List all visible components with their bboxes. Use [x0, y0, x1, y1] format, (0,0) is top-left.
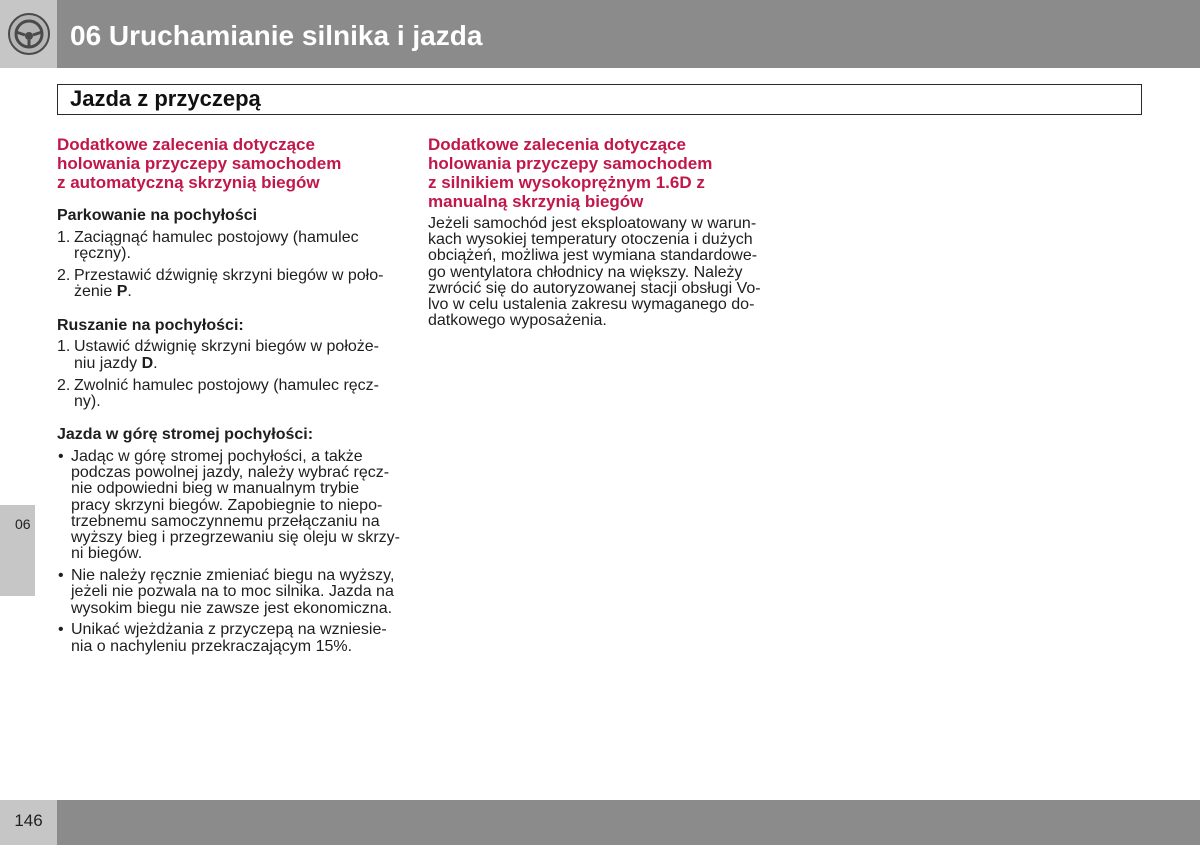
step-line: ręczny). — [74, 245, 131, 263]
bullet-line: Nie należy ręcznie zmieniać biegu na wyższy, — [71, 567, 395, 585]
bullet-line: jeżeli nie pozwala na to moc silnika. Jazda na — [71, 583, 394, 601]
uphill-bullet — [57, 622, 402, 654]
paragraph-line: obciążeń, możliwa jest wymiana standardowe- — [428, 247, 758, 265]
section-title-box — [57, 84, 1142, 115]
heading-line: manualną skrzynią biegów — [428, 192, 644, 211]
paragraph-line: datkowego wyposażenia. — [428, 312, 607, 330]
parking-step — [57, 268, 402, 300]
parking-step — [57, 230, 402, 262]
step-text: . — [153, 354, 158, 372]
step-line — [74, 284, 402, 300]
steering-wheel-icon — [7, 12, 51, 56]
heading-line: z silnikiem wysokoprężnym 1.6D z — [428, 173, 705, 192]
parking-subheading: Parkowanie na pochyłości — [57, 207, 258, 224]
step-number: 1. — [57, 338, 71, 356]
bullet-marker: • — [58, 621, 64, 639]
bullet-line: pracy skrzyni biegów. Zapobiegnie to niepo- — [71, 496, 383, 514]
chapter-side-tab — [0, 505, 35, 596]
bullet-line: trzebnemu samoczynnemu przełączaniu na — [71, 512, 380, 530]
heading-line: Dodatkowe zalecenia dotyczące — [57, 135, 315, 154]
bullet-line: Unikać wjeżdżania z przyczepą na wzniesie- — [71, 621, 387, 639]
step-number: 2. — [57, 266, 71, 284]
step-line: Przestawić dźwignię skrzyni biegów w poło- — [74, 266, 384, 284]
starting-step — [57, 378, 402, 410]
bullet-line: nie odpowiedni bieg w manualnym trybie — [71, 480, 360, 498]
chapter-tab-label: 06 — [15, 516, 31, 532]
section-title: Jazda z przyczepą — [70, 86, 261, 111]
paragraph-line: go wentylatora chłodnicy na większy. Należy — [428, 263, 743, 281]
uphill-subheading: Jazda w górę stromej pochyłości: — [57, 426, 314, 444]
gear-position-label: D — [141, 354, 154, 372]
bullet-marker: • — [58, 567, 64, 585]
step-number: 1. — [57, 228, 71, 246]
paragraph-line: Jeżeli samochód jest eksploatowany w warun- — [428, 215, 757, 232]
chapter-header-bar — [0, 0, 1200, 68]
heading-line: holowania przyczepy samochodem — [57, 154, 342, 173]
automatic-gearbox-heading — [57, 135, 402, 192]
diesel-manual-gearbox-heading — [428, 135, 773, 211]
step-line: Ustawić dźwignię skrzyni biegów w położe- — [74, 338, 380, 356]
step-line: Zwolnić hamulec postojowy (hamulec ręcz- — [74, 376, 379, 394]
right-column — [428, 135, 773, 329]
page-number: 146 — [14, 811, 43, 830]
bullet-line: wysokim biegu nie zawsze jest ekonomiczna. — [71, 599, 393, 617]
step-line: ny). — [74, 392, 101, 410]
step-text: . — [127, 283, 132, 301]
gear-position-label: P — [116, 283, 128, 301]
bullet-marker: • — [58, 448, 64, 466]
cooling-fan-paragraph — [428, 216, 773, 329]
bullet-line: Jadąc w górę stromej pochyłości, a także — [71, 448, 363, 466]
uphill-bullet — [57, 568, 402, 617]
page-number-box — [0, 800, 57, 845]
chapter-title: 06 Uruchamianie silnika i jazda — [70, 20, 483, 51]
page-footer-bar — [0, 800, 1200, 845]
bullet-line: podczas powolnej jazdy, należy wybrać ręcz- — [71, 464, 390, 482]
logo-box — [0, 0, 57, 68]
paragraph-line: kach wysokiej temperatury otoczenia i dużych — [428, 231, 753, 249]
step-text: żenie — [74, 283, 117, 301]
starting-subheading: Ruszanie na pochyłości: — [57, 316, 244, 334]
heading-line: holowania przyczepy samochodem — [428, 154, 713, 173]
paragraph-line: lvo w celu ustalenia zakresu wymaganego do- — [428, 296, 755, 314]
uphill-bullet — [57, 449, 402, 562]
starting-step — [57, 339, 402, 371]
step-line — [74, 356, 402, 372]
heading-line: Dodatkowe zalecenia dotyczące — [428, 135, 686, 154]
step-text: niu jazdy — [74, 354, 142, 372]
bullet-line: nia o nachyleniu przekraczającym 15%. — [71, 637, 353, 655]
left-column — [57, 135, 402, 661]
heading-line: z automatyczną skrzynią biegów — [57, 173, 320, 192]
step-number: 2. — [57, 376, 71, 394]
paragraph-line: zwrócić się do autoryzowanej stacji obsługi Vo- — [428, 279, 761, 297]
bullet-line: ni biegów. — [71, 545, 143, 563]
step-line: Zaciągnąć hamulec postojowy (hamulec — [74, 228, 359, 246]
bullet-line: wyższy bieg i przegrzewaniu się oleju w skrzy- — [71, 529, 400, 547]
